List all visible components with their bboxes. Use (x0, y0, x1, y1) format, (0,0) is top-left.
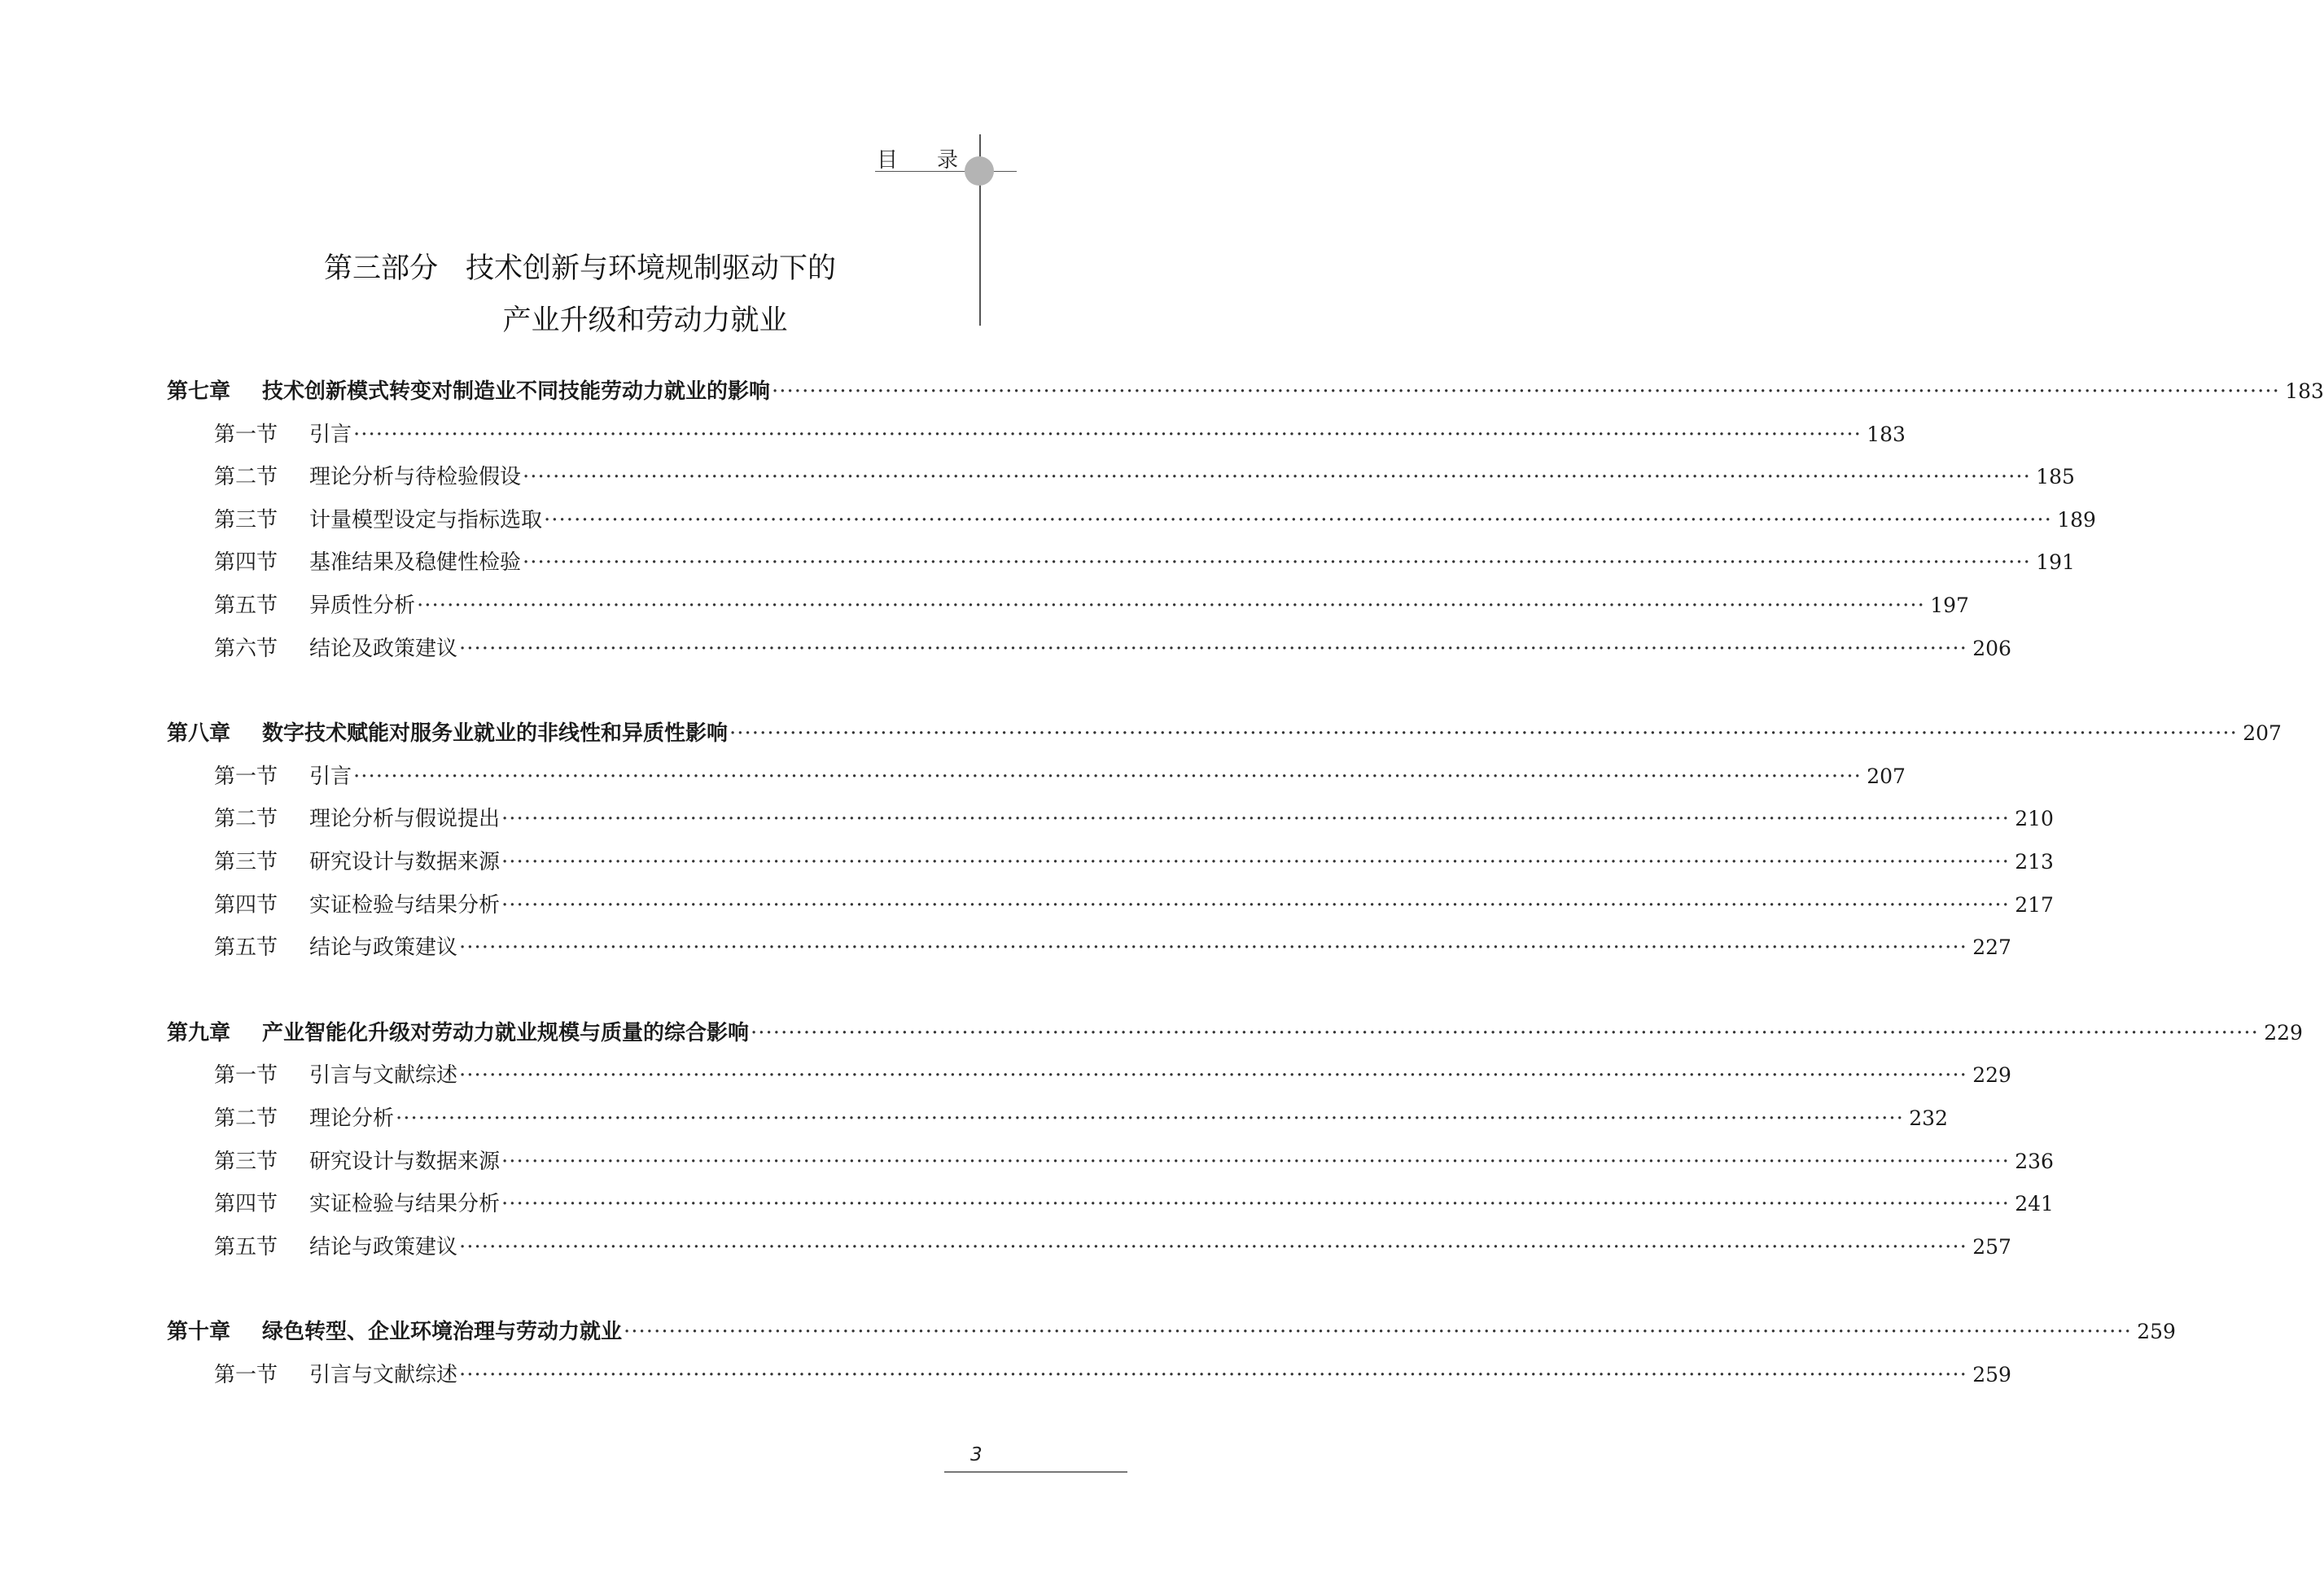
chapter-spacer (167, 974, 947, 1016)
toc-entry-label: 第九章 (167, 1020, 231, 1045)
toc-entry-title: 实证检验与结果分析 (309, 892, 501, 918)
toc-section-entry[interactable] (167, 589, 1969, 632)
toc-entry-title: 基准结果及稳健性检验 (309, 550, 522, 576)
toc-entry-title: 结论及政策建议 (309, 636, 458, 661)
toc-entry-page: 229 (1972, 1063, 2011, 1088)
toc-entry-label: 第三节 (214, 507, 278, 532)
toc-entry-title: 理论分析 (309, 1106, 395, 1131)
toc-leader-dots: ········································································································································································································ (523, 550, 2031, 576)
toc-entry-title: 绿色转型、企业环境治理与劳动力就业 (262, 1320, 623, 1345)
toc-leader-dots: ········································································································································································································ (459, 1234, 1967, 1259)
toc-entry-title: 引言 (309, 764, 352, 789)
toc-entry-title: 引言与文献综述 (309, 1362, 458, 1387)
toc-entry-title: 引言 (309, 422, 352, 447)
toc-leader-dots: ········································································································································································································ (501, 1149, 2010, 1174)
toc-entry-label: 第一节 (214, 422, 278, 447)
toc-leader-dots: ········································································································································································································ (501, 807, 2010, 832)
toc-entry-page: 207 (1867, 764, 1906, 788)
toc-entry-label: 第二节 (214, 465, 278, 490)
toc-entry-label: 第一节 (214, 764, 278, 789)
toc-entry-title: 引言与文献综述 (309, 1063, 458, 1089)
toc-leader-dots: ········································································································································································································ (459, 636, 1967, 661)
toc-entry-page: 210 (2015, 807, 2054, 831)
toc-entry-title: 数字技术赋能对服务业就业的非线性和异质性影响 (262, 721, 729, 747)
chapter-spacer (167, 1273, 947, 1315)
toc-entry-label: 第八章 (167, 721, 231, 747)
toc-entry-title: 计量模型设定与指标选取 (309, 507, 543, 532)
toc-section-entry[interactable] (167, 1358, 2011, 1401)
toc-entry-label: 第五节 (214, 935, 278, 961)
toc-entry-page: 232 (1909, 1106, 1948, 1130)
toc-section-entry[interactable] (167, 545, 2075, 589)
header-decorative-circle (965, 156, 994, 186)
toc-leader-dots: ········································································································································································································ (353, 422, 1862, 447)
toc-entry-page: 189 (2057, 507, 2096, 532)
footer-rule (944, 1471, 1127, 1473)
toc-leader-dots: ········································································································································································································ (523, 465, 2031, 490)
toc-entry-page: 259 (2137, 1320, 2176, 1344)
toc-entry-page: 229 (2264, 1020, 2303, 1045)
toc-entry-label: 第一节 (214, 1063, 278, 1089)
toc-entry-label: 第四节 (214, 1192, 278, 1217)
toc-chapter-entry[interactable] (167, 375, 2324, 418)
chapter-spacer (167, 674, 947, 716)
toc-leader-dots: ········································································································································································································ (353, 764, 1862, 789)
toc-entry-page: 185 (2036, 465, 2075, 489)
part-title-prefix: 第三部分 (323, 252, 438, 285)
toc-leader-dots: ········································································································································································································ (501, 892, 2010, 918)
toc-entry-page: 241 (2015, 1192, 2054, 1216)
toc-entry-title: 技术创新模式转变对制造业不同技能劳动力就业的影响 (262, 379, 771, 404)
running-header-char-2: 录 (937, 148, 959, 173)
toc-entry-label: 第三节 (214, 1149, 278, 1174)
toc-entry-page: 257 (1972, 1234, 2011, 1259)
toc-entry-page: 207 (2243, 721, 2282, 746)
part-title-line-1 (0, 243, 1127, 295)
toc-chapter-entry[interactable] (167, 1016, 2303, 1059)
toc-section-entry[interactable] (167, 460, 2075, 503)
toc-section-entry[interactable] (167, 802, 2054, 845)
toc-section-entry[interactable] (167, 418, 1906, 461)
toc-leader-dots: ········································································································································································································ (396, 1106, 1904, 1131)
toc-entry-label: 第二节 (214, 807, 278, 832)
toc-section-entry[interactable] (167, 888, 2054, 931)
toc-entry-page: 236 (2015, 1149, 2054, 1173)
toc-section-entry[interactable] (167, 1102, 1948, 1145)
page-number: 3 (970, 1444, 983, 1465)
toc-section-entry[interactable] (167, 1145, 2054, 1188)
toc-section-entry[interactable] (167, 632, 2011, 675)
toc-leader-dots: ········································································································································································································ (459, 1063, 1967, 1089)
toc-entry-title: 理论分析与假说提出 (309, 807, 501, 832)
toc-leader-dots: ········································································································································································································ (772, 379, 2280, 404)
toc-leader-dots: ········································································································································································································ (751, 1020, 2259, 1045)
toc-entry-label: 第二节 (214, 1106, 278, 1131)
toc-leader-dots: ········································································································································································································ (501, 849, 2010, 874)
toc-section-entry[interactable] (167, 503, 2096, 546)
toc-entry-page: 227 (1972, 935, 2011, 960)
toc-section-entry[interactable] (167, 1187, 2054, 1230)
toc-entry-page: 217 (2015, 892, 2054, 917)
running-header (877, 143, 958, 173)
toc-entry-title: 理论分析与待检验假设 (309, 465, 522, 490)
toc-entry-label: 第四节 (214, 892, 278, 918)
toc-entry-page: 197 (1930, 593, 1969, 617)
part-title-line-2: 产业升级和劳动力就业 (502, 304, 788, 337)
toc-section-entry[interactable] (167, 931, 2011, 974)
toc-entry-label: 第三节 (214, 849, 278, 874)
table-of-contents (167, 375, 2324, 1400)
toc-entry-title: 实证检验与结果分析 (309, 1192, 501, 1217)
running-header-char-1: 目 (877, 148, 899, 173)
toc-section-entry[interactable] (167, 1230, 2011, 1273)
toc-entry-title: 研究设计与数据来源 (309, 1149, 501, 1174)
toc-entry-title: 结论与政策建议 (309, 935, 458, 961)
toc-entry-label: 第十章 (167, 1320, 231, 1345)
toc-entry-label: 第四节 (214, 550, 278, 576)
toc-leader-dots: ········································································································································································································ (459, 1362, 1967, 1387)
toc-entry-page: 206 (1972, 636, 2011, 660)
toc-chapter-entry[interactable] (167, 1315, 2176, 1358)
toc-entry-title: 产业智能化升级对劳动力就业规模与质量的综合影响 (262, 1020, 750, 1045)
toc-entry-page: 183 (1867, 422, 1906, 446)
toc-entry-page: 183 (2285, 379, 2324, 403)
toc-entry-page: 213 (2015, 849, 2054, 874)
toc-entry-label: 第七章 (167, 379, 231, 404)
part-title-text-1: 技术创新与环境规制驱动下的 (466, 252, 837, 285)
toc-leader-dots: ········································································································································································································ (417, 593, 1925, 618)
toc-entry-title: 异质性分析 (309, 593, 416, 618)
toc-section-entry[interactable] (167, 1058, 2011, 1102)
toc-entry-page: 259 (1972, 1362, 2011, 1386)
part-title (0, 243, 1127, 347)
toc-leader-dots: ········································································································································································································ (501, 1192, 2010, 1217)
toc-entry-label: 第六节 (214, 636, 278, 661)
toc-entry-title: 研究设计与数据来源 (309, 849, 501, 874)
toc-entry-label: 第五节 (214, 593, 278, 618)
toc-entry-title: 结论与政策建议 (309, 1234, 458, 1259)
toc-leader-dots: ········································································································································································································ (624, 1320, 2132, 1345)
toc-entry-label: 第五节 (214, 1234, 278, 1259)
toc-leader-dots: ········································································································································································································ (729, 721, 2238, 747)
toc-section-entry[interactable] (167, 760, 1906, 803)
toc-leader-dots: ········································································································································································································ (459, 935, 1967, 961)
toc-section-entry[interactable] (167, 845, 2054, 888)
toc-entry-label: 第一节 (214, 1362, 278, 1387)
toc-chapter-entry[interactable] (167, 716, 2282, 760)
toc-entry-page: 191 (2036, 550, 2075, 575)
toc-leader-dots: ········································································································································································································ (544, 507, 2052, 532)
